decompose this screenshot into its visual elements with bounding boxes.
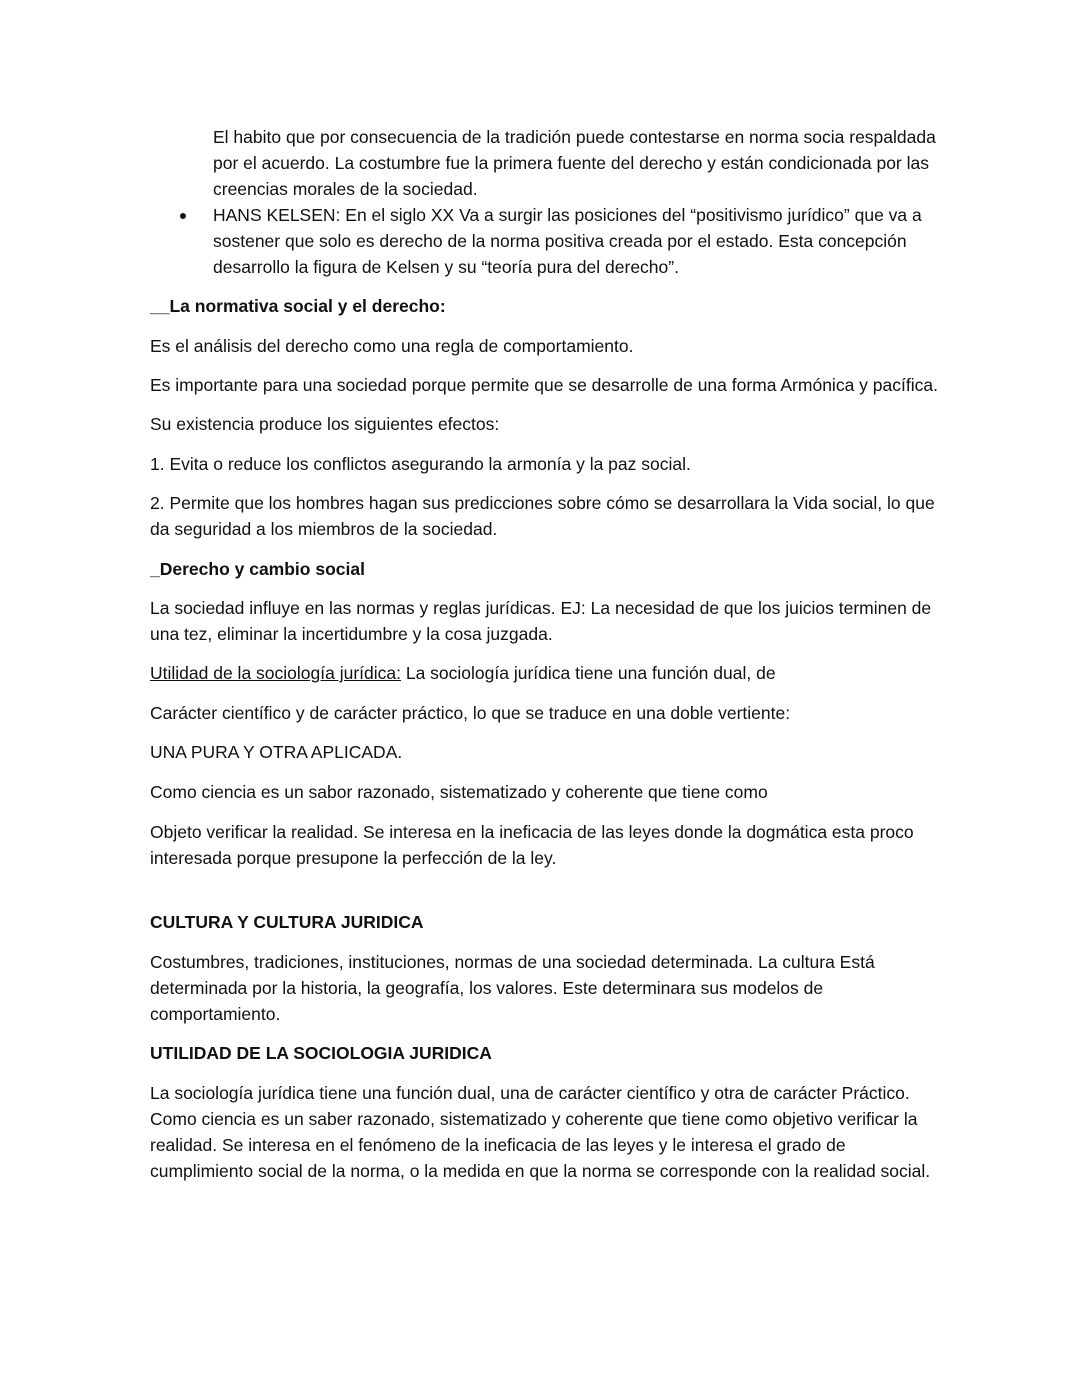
paragraph: Su existencia produce los siguientes efectos: [150, 414, 500, 434]
paragraph-utilidad [150, 660, 940, 686]
bullet-text: HANS KELSEN: En el siglo XX Va a surgir las posiciones del “positivismo jurídico” que va a sostener que solo es derecho de la norma positiva creada por el estado. Esta concepción desarrollo la figura de Kelsen y su “teoría pura del derecho”. [213, 205, 922, 277]
paragraph: La sociedad influye en las normas y reglas jurídicas. EJ: La necesidad de que los juicios terminen de una tez, eliminar la incertidumbre y la cosa juzgada. [150, 598, 932, 644]
heading-normativa: __La normativa social y el derecho: [150, 296, 446, 316]
paragraph: Carácter científico y de carácter práctico, lo que se traduce en una doble vertiente: [150, 703, 791, 723]
list-item: 2. Permite que los hombres hagan sus predicciones sobre cómo se desarrollara la Vida social, lo que da seguridad a los miembros de la sociedad. [150, 493, 935, 539]
heading-cultura: CULTURA Y CULTURA JURIDICA [150, 912, 424, 932]
list-item: 1. Evita o reduce los conflictos asegurando la armonía y la paz social. [150, 454, 691, 474]
intro-paragraph: El habito que por consecuencia de la tradición puede contestarse en norma socia respaldada por el acuerdo. La costumbre fue la primera fuente del derecho y están condicionada por las creencias morales de la sociedad. [213, 127, 936, 199]
heading-cambio-social: _Derecho y cambio social [150, 559, 365, 579]
paragraph: UNA PURA Y OTRA APLICADA. [150, 742, 403, 762]
paragraph: Es importante para una sociedad porque permite que se desarrolle de una forma Armónica y pacífica. [150, 375, 938, 395]
heading-utilidad: UTILIDAD DE LA SOCIOLOGIA JURIDICA [150, 1043, 492, 1063]
utilidad-text: La sociología jurídica tiene una función dual, de [400, 663, 776, 683]
document-body [150, 124, 940, 1184]
bullet-icon [180, 213, 186, 219]
bullet-item-kelsen [213, 202, 940, 280]
paragraph: La sociología jurídica tiene una función dual, una de carácter científico y otra de carácter Práctico. Como ciencia es un saber razonado, sistematizado y coherente que tiene como objetivo verificar la realidad. Se interesa en el fenómeno de la ineficacia de las leyes y le interesa el grado de cumplimiento social de la norma, o la medida en que la norma se corresponde con la realidad social. [150, 1083, 931, 1181]
paragraph: Costumbres, tradiciones, instituciones, normas de una sociedad determinada. La cultura Está determinada por la historia, la geografía, los valores. Este determinara sus modelos de comportamiento. [150, 952, 875, 1024]
utilidad-label: Utilidad de la sociología jurídica: [150, 663, 401, 683]
paragraph: Objeto verificar la realidad. Se interesa en la ineficacia de las leyes donde la dogmática esta proco interesada porque presupone la perfección de la ley. [150, 822, 914, 868]
paragraph: Como ciencia es un sabor razonado, sistematizado y coherente que tiene como [150, 782, 768, 802]
paragraph: Es el análisis del derecho como una regla de comportamiento. [150, 336, 634, 356]
